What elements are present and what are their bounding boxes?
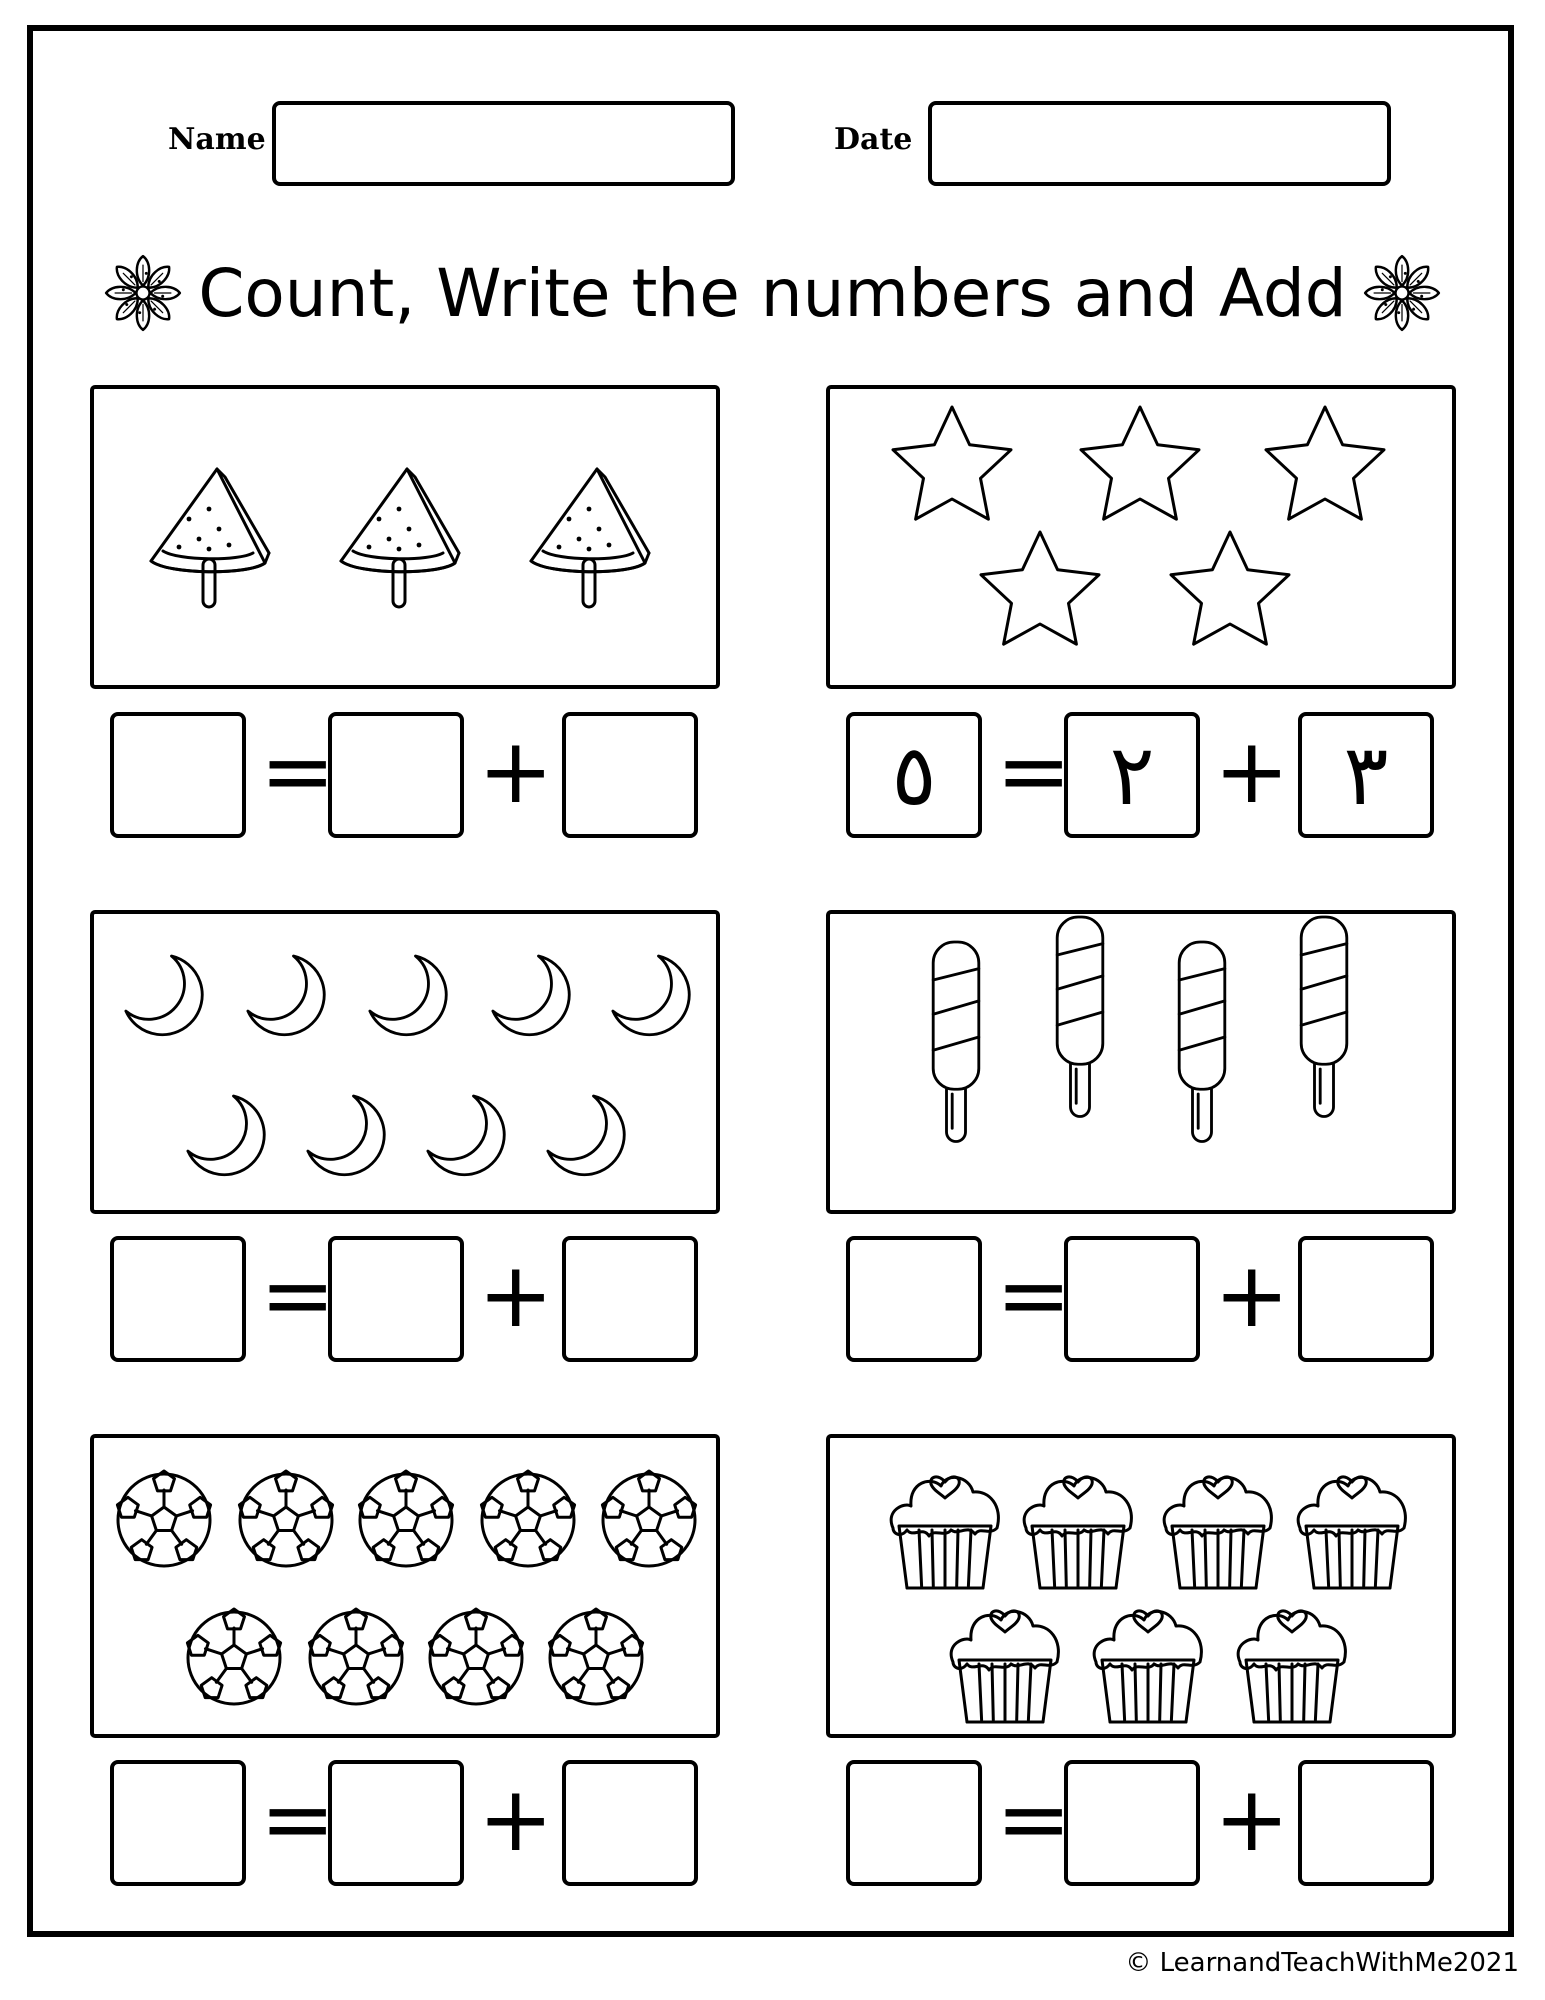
soccer-ball-icon [117, 1471, 210, 1566]
equals-sign: = [260, 1767, 336, 1872]
soccer-ball-icon [481, 1471, 574, 1566]
addend-box[interactable] [1298, 1760, 1434, 1886]
flower-icon [102, 252, 184, 334]
title-row [110, 238, 1435, 348]
addend-box[interactable] [562, 1236, 698, 1362]
equals-sign: = [260, 1243, 336, 1348]
addend-box[interactable] [562, 1760, 698, 1886]
striped-popsicle-icon [1179, 942, 1225, 1142]
striped-popsicle-icon [1057, 917, 1103, 1117]
star-icon [1266, 407, 1384, 519]
crescent-moon-icon [493, 956, 569, 1035]
crescent-moon-icon [613, 956, 689, 1035]
picture-panel-6 [826, 1434, 1456, 1738]
plus-sign: + [478, 1243, 554, 1348]
watermelon-popsicle-icon [151, 469, 269, 607]
plus-sign: + [478, 1767, 554, 1872]
addend-box[interactable] [1064, 1760, 1200, 1886]
striped-popsicle-icon [933, 942, 979, 1142]
plus-sign: + [1214, 1243, 1290, 1348]
cupcake-icon [891, 1477, 998, 1588]
name-label: Name [168, 122, 266, 157]
equals-sign: = [996, 1243, 1072, 1348]
star-group [830, 389, 1452, 685]
equation-2 [846, 712, 1436, 838]
equation-3 [110, 1236, 700, 1362]
addend-box[interactable] [328, 1236, 464, 1362]
soccer-ball-icon [602, 1471, 695, 1566]
equals-sign: = [996, 1767, 1072, 1872]
star-icon [981, 532, 1099, 644]
addend-box[interactable]: ٣ [1298, 712, 1434, 838]
equals-sign: = [260, 719, 336, 824]
date-field[interactable] [928, 101, 1391, 186]
flower-icon [1361, 252, 1443, 334]
equals-sign: = [996, 719, 1072, 824]
soccer-ball-icon [359, 1471, 452, 1566]
addend-box[interactable] [1064, 1236, 1200, 1362]
watermelon-popsicle-group [94, 389, 716, 685]
cupcake-group [830, 1438, 1452, 1734]
copyright-notice: © LearnandTeachWithMe2021 [1125, 1948, 1519, 1978]
addend-box[interactable]: ٢ [1064, 712, 1200, 838]
plus-sign: + [1214, 1767, 1290, 1872]
cupcake-icon [1298, 1477, 1405, 1588]
striped-popsicle-group [830, 914, 1452, 1210]
soccer-ball-group [94, 1438, 716, 1734]
addend-box[interactable] [328, 1760, 464, 1886]
crescent-moon-icon [428, 1096, 504, 1175]
crescent-moon-icon [370, 956, 446, 1035]
cupcake-icon [1024, 1477, 1131, 1588]
striped-popsicle-icon [1301, 917, 1347, 1117]
crescent-moon-icon [548, 1096, 624, 1175]
cupcake-icon [1238, 1611, 1345, 1722]
watermelon-popsicle-icon [341, 469, 459, 607]
addend-box[interactable] [328, 712, 464, 838]
crescent-moon-icon [126, 956, 202, 1035]
sum-box[interactable] [110, 1760, 246, 1886]
equation-4 [846, 1236, 1436, 1362]
addend-box[interactable] [562, 712, 698, 838]
worksheet-title: Count, Write the numbers and Add [198, 254, 1347, 332]
crescent-moon-icon [248, 956, 324, 1035]
watermelon-popsicle-icon [531, 469, 649, 607]
soccer-ball-icon [429, 1609, 522, 1704]
crescent-moon-group [94, 914, 716, 1210]
addend-box[interactable] [1298, 1236, 1434, 1362]
star-icon [893, 407, 1011, 519]
name-field[interactable] [272, 101, 735, 186]
soccer-ball-icon [549, 1609, 642, 1704]
soccer-ball-icon [309, 1609, 402, 1704]
picture-panel-4 [826, 910, 1456, 1214]
picture-panel-3 [90, 910, 720, 1214]
cupcake-icon [1094, 1611, 1201, 1722]
sum-box[interactable] [110, 712, 246, 838]
crescent-moon-icon [188, 1096, 264, 1175]
cupcake-icon [1164, 1477, 1271, 1588]
cupcake-icon [951, 1611, 1058, 1722]
soccer-ball-icon [239, 1471, 332, 1566]
picture-panel-1 [90, 385, 720, 689]
sum-box[interactable]: ٥ [846, 712, 982, 838]
equation-6 [846, 1760, 1436, 1886]
plus-sign: + [478, 719, 554, 824]
date-label: Date [834, 122, 913, 157]
picture-panel-5 [90, 1434, 720, 1738]
soccer-ball-icon [187, 1609, 280, 1704]
picture-panel-2 [826, 385, 1456, 689]
sum-box[interactable] [110, 1236, 246, 1362]
sum-box[interactable] [846, 1236, 982, 1362]
equation-5 [110, 1760, 700, 1886]
star-icon [1081, 407, 1199, 519]
star-icon [1171, 532, 1289, 644]
sum-box[interactable] [846, 1760, 982, 1886]
plus-sign: + [1214, 719, 1290, 824]
equation-1 [110, 712, 700, 838]
crescent-moon-icon [308, 1096, 384, 1175]
